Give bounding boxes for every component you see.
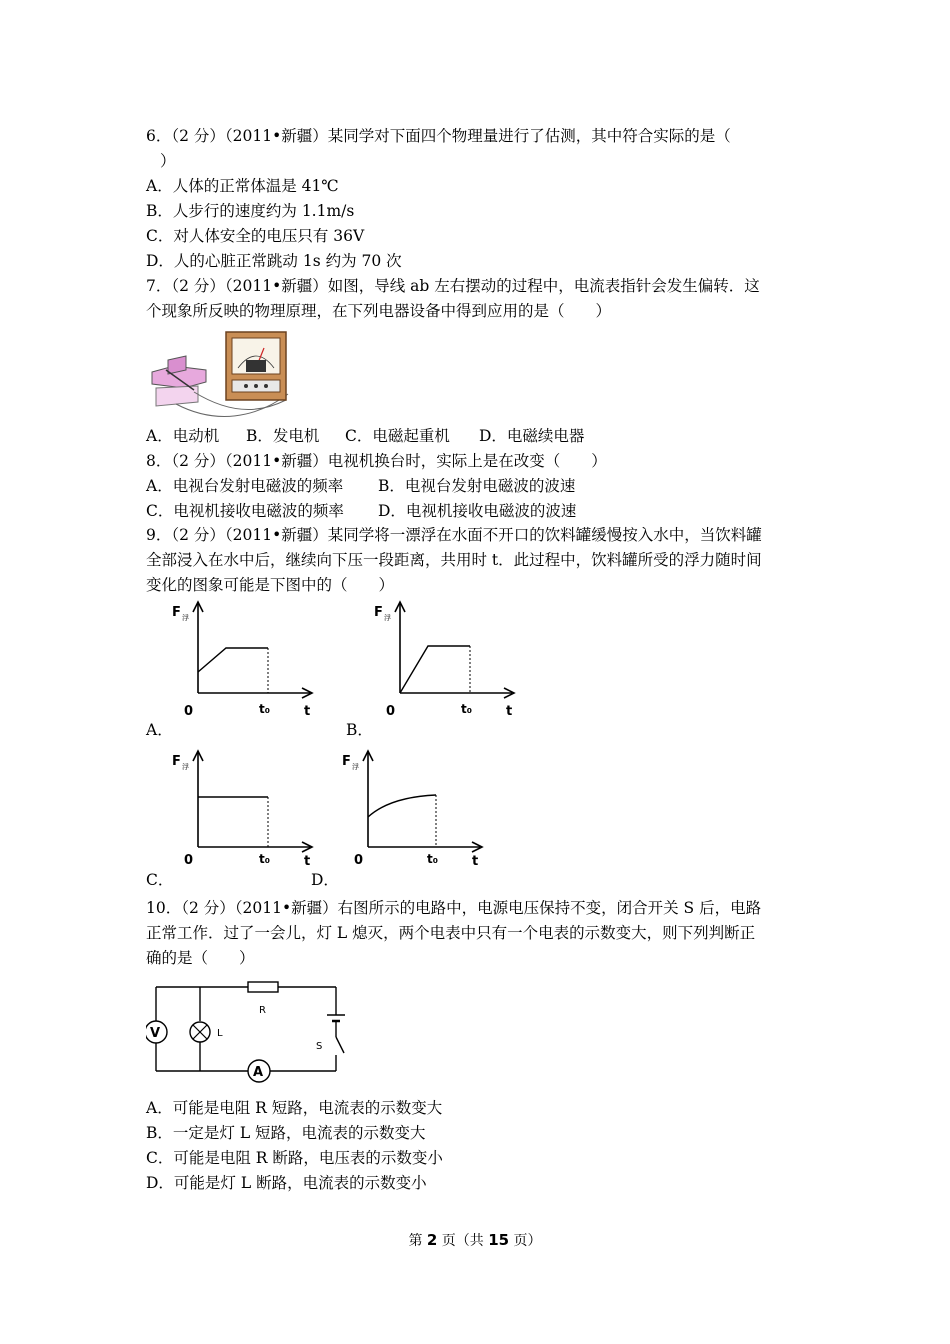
q9-graph-c: [170, 747, 320, 872]
q9-graph-c-ysub: 浮: [182, 763, 189, 771]
q7-option-c: C．电磁起重机: [345, 427, 450, 445]
q9-graph-c-xlabel: t: [304, 854, 311, 869]
q7-option-d: D．电磁续电器: [479, 427, 585, 445]
q8-option-d: D．电视机接收电磁波的波速: [378, 502, 577, 520]
q7-stem-line1: 7．（2 分）（2011•新疆）如图，导线 ab 左右摆动的过程中，电流表指针会发生偏转．这: [146, 277, 760, 295]
induction-apparatus-figure: [146, 330, 296, 422]
q9-graph-d-ylabel: F: [342, 754, 351, 769]
q10-stem-line3: 确的是（ ）: [146, 949, 255, 967]
q9-graph-b-ysub: 浮: [384, 614, 391, 622]
q7-option-b: B．发电机: [246, 427, 320, 445]
q10-option-d: D．可能是灯 L 断路，电流表的示数变小: [146, 1174, 427, 1192]
q8-option-c: C．电视机接收电磁波的频率: [146, 502, 344, 520]
q10-stem-line1: 10．（2 分）（2011•新疆）右图所示的电路中，电源电压保持不变，闭合开关 S 后，电路: [146, 899, 762, 917]
footer-total-pages: 15: [488, 1231, 510, 1249]
q10-option-c: C．可能是电阻 R 断路，电压表的示数变小: [146, 1149, 443, 1167]
q6-option-d: D．人的心脏正常跳动 1s 约为 70 次: [146, 252, 402, 270]
q9-graph-c-origin: 0: [184, 853, 194, 868]
q9-graph-b-origin: 0: [386, 704, 396, 719]
q9-option-c-label: C．: [146, 871, 174, 889]
lamp-label: L: [217, 1028, 223, 1039]
q9-graph-a-t0: t₀: [259, 702, 270, 716]
q8-options-row1: [146, 476, 575, 496]
q9-graph-b-t0: t₀: [461, 702, 472, 716]
q9-graph-d-t0: t₀: [427, 852, 438, 866]
q9-graph-c-ylabel: F: [172, 754, 181, 769]
q9-graph-d-origin: 0: [354, 853, 364, 868]
q9-graph-a-ylabel: F: [172, 605, 181, 620]
q9-graph-c-t0: t₀: [259, 852, 270, 866]
q9-graph-d-xlabel: t: [472, 854, 479, 869]
footer-prefix: 第: [408, 1233, 427, 1249]
q9-graph-a: [170, 598, 320, 723]
resistor-label: R: [259, 1005, 266, 1016]
q9-option-d-label: D．: [311, 871, 339, 889]
q9-stem-line3: 变化的图象可能是下图中的（ ）: [146, 576, 395, 594]
q8-option-a: A．电视台发射电磁波的频率: [146, 477, 344, 495]
q6-option-c: C．对人体安全的电压只有 36V: [146, 227, 365, 245]
q9-graph-b-ylabel: F: [374, 605, 383, 620]
q9-graph-d: [340, 747, 490, 872]
q9-stem-line2: 全部浸入在水中后，继续向下压一段距离，共用时 t．此过程中，饮料罐所受的浮力随时间: [146, 551, 762, 569]
q6-stem-line1: 6．（2 分）（2011•新疆）某同学对下面四个物理量进行了估测，其中符合实际的是（: [146, 127, 731, 145]
q10-option-a: A．可能是电阻 R 短路，电流表的示数变大: [146, 1099, 443, 1117]
q8-options-row2: [146, 501, 576, 521]
q10-option-b: B．一定是灯 L 短路，电流表的示数变大: [146, 1124, 426, 1142]
q9-graph-a-origin: 0: [184, 704, 194, 719]
ammeter-label: A: [253, 1065, 264, 1080]
q6-stem-line2: ）: [160, 152, 176, 170]
q10-stem-line2: 正常工作．过了一会儿，灯 L 熄灭，两个电表中只有一个电表的示数变大，则下列判断正: [146, 924, 756, 942]
voltmeter-label: V: [150, 1026, 161, 1041]
footer-suffix: 页）: [509, 1233, 542, 1249]
q6-option-a: A．人体的正常体温是 41℃: [146, 177, 339, 195]
footer-page-number: 2: [426, 1231, 438, 1249]
q9-option-b-label: B．: [346, 721, 373, 739]
switch-label: S: [316, 1041, 323, 1052]
q7-option-a: A．电动机: [146, 427, 220, 445]
q8-option-b: B．电视台发射电磁波的波速: [378, 477, 576, 495]
circuit-diagram: [146, 975, 356, 1085]
q9-stem-line1: 9．（2 分）（2011•新疆）某同学将一漂浮在水面不开口的饮料罐缓慢按入水中，当饮料罐: [146, 526, 762, 544]
q9-graph-a-ysub: 浮: [182, 614, 189, 622]
q8-stem: 8．（2 分）（2011•新疆）电视机换台时，实际上是在改变（ ）: [146, 452, 607, 470]
page-footer: [0, 1230, 950, 1250]
q9-graph-d-ysub: 浮: [352, 763, 359, 771]
q9-graph-a-xlabel: t: [304, 704, 311, 719]
q9-graph-b: [372, 598, 522, 723]
q6-option-b: B．人步行的速度约为 1.1m/s: [146, 202, 355, 220]
footer-middle: 页（共: [437, 1233, 489, 1249]
resistor-symbol: [248, 982, 278, 992]
q7-options: [146, 426, 584, 446]
switch-symbol: [336, 1037, 344, 1053]
q7-stem-line2: 个现象所反映的物理原理，在下列电器设备中得到应用的是（ ）: [146, 302, 612, 320]
q9-option-a-label: A．: [146, 721, 173, 739]
q9-graph-b-xlabel: t: [506, 704, 513, 719]
